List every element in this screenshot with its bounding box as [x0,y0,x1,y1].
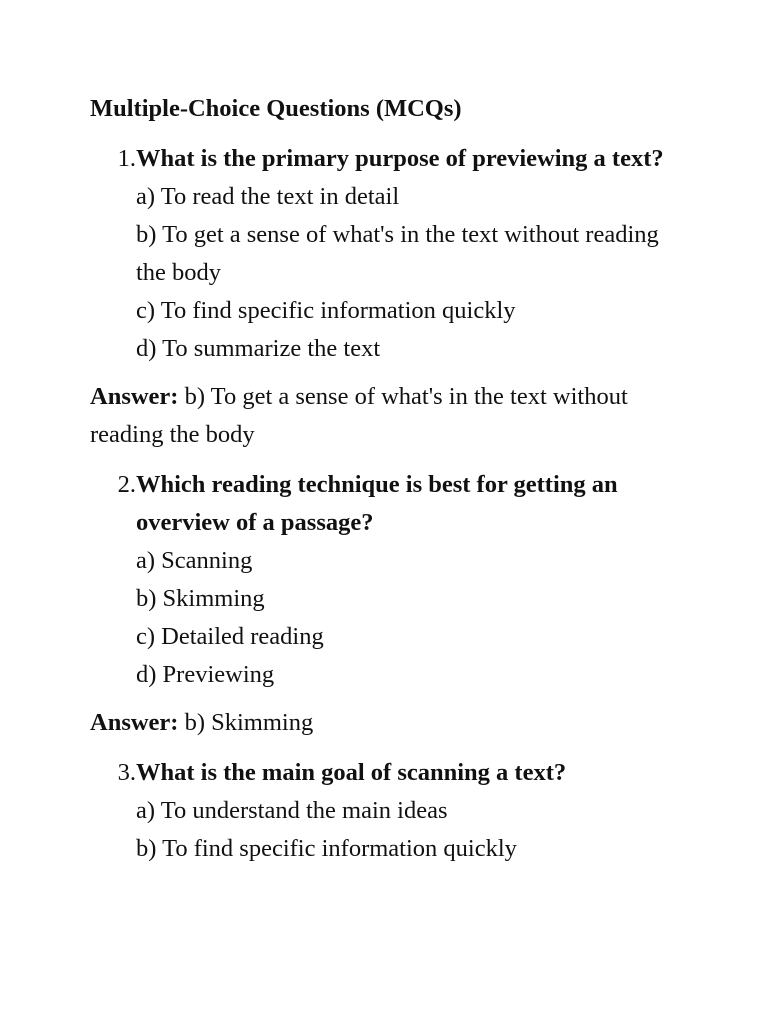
page-title: Multiple-Choice Questions (MCQs) [90,95,462,122]
question-text: Which reading technique is best for getting an overview of a passage? [136,471,618,536]
question-3 [90,754,690,868]
answer-text: b) Skimming [178,709,314,736]
option-b: b) To find specific information quickly [136,835,517,862]
option-c: c) To find specific information quickly [136,297,516,324]
question-text: What is the primary purpose of previewing a text? [136,145,664,172]
question-body [136,466,690,694]
option-a: a) To understand the main ideas [136,797,448,824]
answer-label: Answer: [90,709,179,736]
answer-label: Answer: [90,383,179,410]
answer-2 [90,704,690,742]
answer-text: b) To get a sense of what's in the text without reading the body [90,383,628,448]
question-2 [90,466,690,694]
question-number: 1. [117,145,136,172]
option-b: b) To get a sense of what's in the text without reading the body [136,221,659,286]
question-body [136,140,690,368]
document-page [90,90,690,868]
question-number: 2. [117,471,136,498]
question-number: 3. [117,759,136,786]
answer-1 [90,378,690,454]
option-a: a) Scanning [136,547,253,574]
option-c: c) Detailed reading [136,623,324,650]
option-d: d) To summarize the text [136,335,381,362]
option-b: b) Skimming [136,585,265,612]
option-a: a) To read the text in detail [136,183,400,210]
option-d: d) Previewing [136,661,275,688]
question-1 [90,140,690,368]
question-text: What is the main goal of scanning a text? [136,759,567,786]
question-body [136,754,690,868]
